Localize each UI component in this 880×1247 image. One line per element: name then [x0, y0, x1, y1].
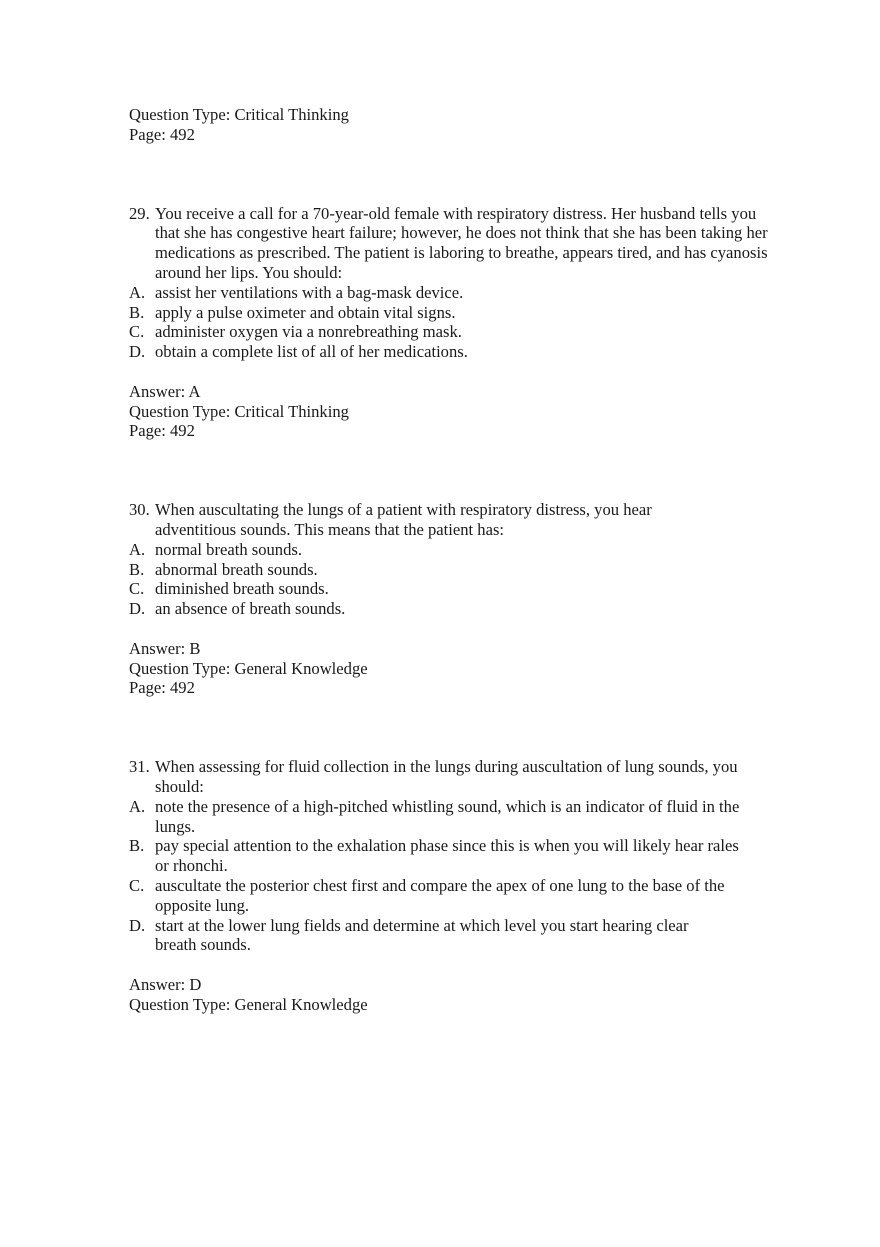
document-page — [129, 105, 769, 1014]
question-type: Question Type: General Knowledge — [129, 994, 368, 1014]
question-30 — [129, 500, 769, 698]
option-letter: D. — [129, 342, 146, 362]
option-letter: D. — [129, 599, 146, 619]
option-a — [129, 797, 769, 837]
top-meta — [129, 105, 769, 145]
option-b — [129, 303, 769, 323]
option-c — [129, 579, 769, 599]
question-stem — [129, 500, 769, 540]
question-29 — [129, 204, 769, 442]
option-c — [129, 876, 769, 916]
option-letter: A. — [129, 539, 146, 559]
question-text: When auscultating the lungs of a patient with respiratory distress, you hear adventitious sounds. This means that the patient has: — [155, 500, 652, 539]
option-d — [129, 342, 769, 362]
option-text: normal breath sounds. — [155, 539, 303, 559]
option-d — [129, 599, 769, 619]
option-text: auscultate the posterior chest first and compare the apex of one lung to the base of the opposite lung. — [155, 875, 725, 915]
question-number: 29. — [129, 203, 150, 223]
option-d — [129, 916, 769, 956]
question-text: You receive a call for a 70-year-old female with respiratory distress. Her husband tells you that she has congestive heart failure; however, he does not think that she has been taking her medications as prescribed. The patient is laboring to breathe, appears tired, and has cyanosis around her lips. You should: — [155, 203, 768, 282]
option-text: an absence of breath sounds. — [155, 599, 346, 619]
option-text: pay special attention to the exhalation phase since this is when you will likely hear rales or rhonchi. — [155, 836, 739, 876]
option-text: note the presence of a high-pitched whistling sound, which is an indicator of fluid in the lungs. — [155, 796, 740, 836]
option-a — [129, 540, 769, 560]
page-reference: Page: 492 — [129, 124, 195, 144]
page-reference: Page: 492 — [129, 421, 195, 441]
option-letter: B. — [129, 836, 145, 856]
option-text: assist her ventilations with a bag-mask device. — [155, 282, 464, 302]
option-letter: B. — [129, 559, 145, 579]
question-stem — [129, 757, 769, 797]
option-text: administer oxygen via a nonrebreathing mask. — [155, 322, 462, 342]
option-letter: A. — [129, 796, 146, 816]
question-text: When assessing for fluid collection in the lungs during auscultation of lung sounds, you should: — [155, 757, 738, 796]
question-number: 30. — [129, 500, 150, 520]
question-type: Question Type: Critical Thinking — [129, 105, 349, 124]
option-text: start at the lower lung fields and determine at which level you start hearing clear breath sounds. — [155, 915, 689, 955]
question-type: Question Type: General Knowledge — [129, 658, 368, 678]
question-31 — [129, 757, 769, 1014]
option-text: apply a pulse oximeter and obtain vital signs. — [155, 302, 456, 322]
option-text: abnormal breath sounds. — [155, 559, 318, 579]
option-letter: C. — [129, 322, 145, 342]
option-c — [129, 322, 769, 342]
option-b — [129, 560, 769, 580]
option-a — [129, 283, 769, 303]
answer: Answer: A — [129, 381, 201, 401]
answer: Answer: B — [129, 638, 201, 658]
option-text: obtain a complete list of all of her medications. — [155, 342, 468, 362]
option-text: diminished breath sounds. — [155, 579, 329, 599]
option-letter: D. — [129, 915, 146, 935]
question-stem — [129, 204, 769, 283]
option-letter: C. — [129, 875, 145, 895]
page-reference: Page: 492 — [129, 678, 195, 698]
option-letter: B. — [129, 302, 145, 322]
option-b — [129, 836, 769, 876]
question-type: Question Type: Critical Thinking — [129, 401, 349, 421]
question-number: 31. — [129, 757, 150, 777]
option-letter: A. — [129, 282, 146, 302]
answer: Answer: D — [129, 974, 202, 994]
option-letter: C. — [129, 579, 145, 599]
